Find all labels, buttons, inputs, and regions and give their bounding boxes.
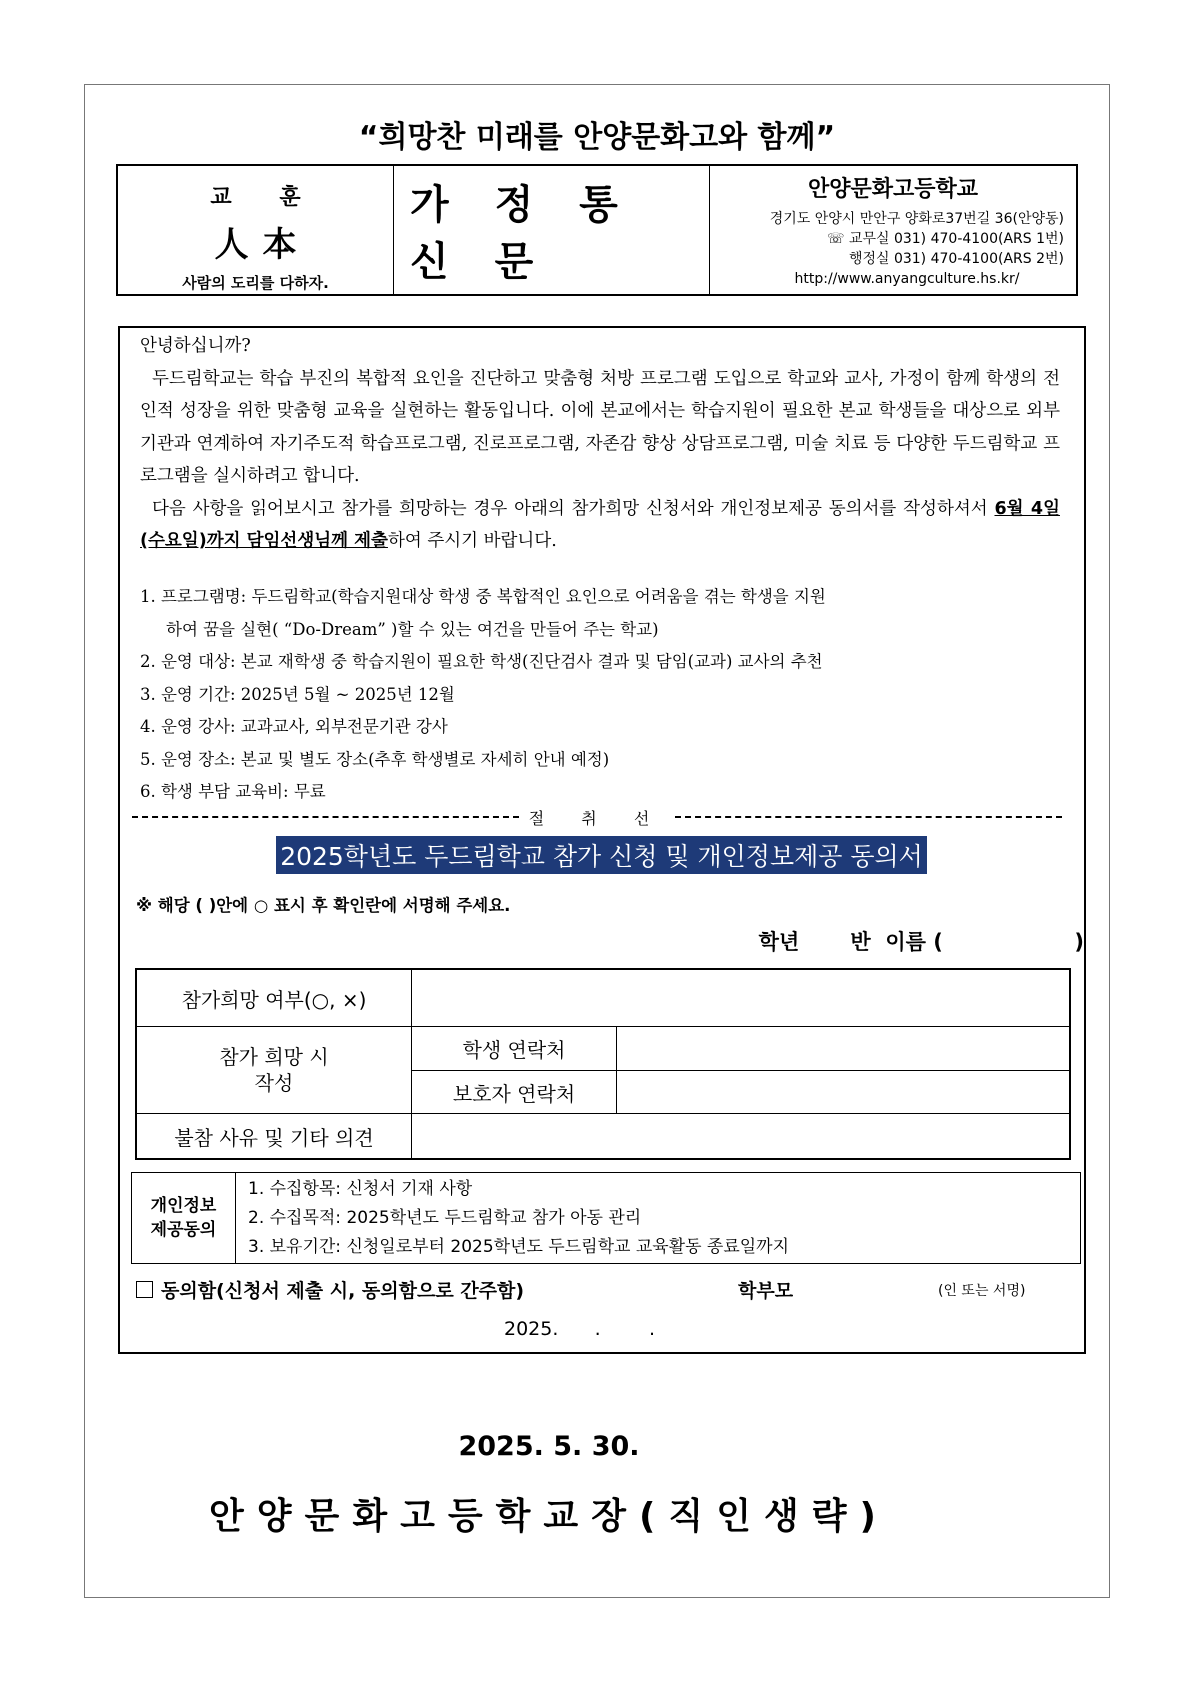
- opinion-field[interactable]: [412, 1114, 1070, 1159]
- student-info-line[interactable]: 학년 반 이름 ( ): [758, 930, 1084, 954]
- list-item: 6. 학생 부담 교육비: 무료: [140, 782, 326, 801]
- program-details-list: [140, 581, 1060, 809]
- list-item: 5. 운영 장소: 본교 및 별도 장소(추후 학생별로 자세히 안내 예정): [140, 749, 610, 769]
- privacy-items: [236, 1173, 1080, 1263]
- consent-checkbox[interactable]: [136, 1281, 153, 1298]
- document-title: 가 정 통 신 문: [410, 182, 634, 285]
- letter-header: [116, 164, 1078, 296]
- contact-label: [137, 1027, 412, 1114]
- greeting: 안녕하십니까?: [140, 336, 251, 356]
- contact-label-text: 참가 희망 시 작성: [219, 1045, 329, 1096]
- consent-date[interactable]: 2025. . .: [504, 1318, 656, 1340]
- school-creed-cell: [118, 166, 394, 294]
- school-address: 경기도 안양시 만안구 양화로37번길 36(안양동): [769, 211, 1064, 227]
- student-contact-label: 학생 연락처: [412, 1027, 617, 1071]
- form-title: 2025학년도 두드림학교 참가 신청 및 개인정보제공 동의서: [276, 836, 927, 874]
- consent-row: [136, 1276, 1076, 1306]
- signature-hint: (인 또는 서명): [938, 1283, 1026, 1299]
- main-content-box: [118, 326, 1086, 1354]
- privacy-item: 3. 보유기간: 신청일로부터 2025학년도 두드림학교 교육활동 종료일까지: [248, 1237, 790, 1257]
- privacy-label-line1: 개인정보: [150, 1196, 217, 1216]
- list-item: 3. 운영 기간: 2025년 5월 ~ 2025년 12월: [140, 684, 455, 704]
- list-item: 1. 프로그램명: 두드림학교(학습지원대상 학생 중 복합적인 요인으로 어려움을 겪는 학생을 지원: [140, 587, 826, 606]
- school-url[interactable]: http://www.anyangculture.hs.kr/: [794, 271, 1020, 287]
- creed-main: 人本: [214, 225, 311, 265]
- list-item: 2. 운영 대상: 본교 재학생 중 학습지원이 필요한 학생(진단검사 결과 및 담임(교과) 교사의 추천: [140, 652, 823, 671]
- creed-label: 교 훈: [210, 185, 321, 210]
- phone-office: ☏ 교무실 031) 470-4100(ARS 1번): [826, 231, 1064, 247]
- guardian-contact-label: 보호자 연락처: [412, 1070, 617, 1114]
- privacy-label: [132, 1173, 236, 1263]
- school-info-cell: [710, 166, 1076, 294]
- consent-text: 동의함(신청서 제출 시, 동의함으로 간주함): [161, 1280, 525, 1302]
- privacy-consent-box: [131, 1172, 1081, 1264]
- list-item: 4. 운영 강사: 교과교사, 외부전문기관 강사: [140, 717, 448, 736]
- title-cell: [394, 166, 710, 294]
- privacy-label-line2: 제공동의: [150, 1220, 217, 1240]
- parent-label: 학부모: [738, 1280, 794, 1302]
- intro-paragraph-1: 두드림학교는 학습 부진의 복합적 요인을 진단하고 맞춤형 처방 프로그램 도입으로 학교와 교사, 가정이 함께 학생의 전인적 성장을 위한 맞춤형 교육을 실현하는 활동입니다. 이에 본교에서는 학습지원이 필요한 본교 학생들을 대상으로 외부기관과 연계하여 자기주도적 학습프로그램, 진로프로그램, 자존감 향상 상담프로그램, 미술 치료 등 다양한 두드림학교 프로그램을 실시하려고 합니다.: [140, 368, 1060, 486]
- para2-before: 다음 사항을 읽어보시고 참가를 희망하는 경우 아래의 참가희망 신청서와 개인정보제공 동의서를 작성하셔서: [152, 498, 995, 519]
- privacy-item: 2. 수집목적: 2025학년도 두드림학교 참가 아동 관리: [248, 1208, 642, 1228]
- principal-signature: 안양문화고등학교장(직인생략): [209, 1496, 889, 1537]
- form-instruction: ※ 해당 ( )안에 ○ 표시 후 확인란에 서명해 주세요.: [136, 896, 511, 915]
- creed-subtitle: 사람의 도리를 다하자.: [182, 274, 329, 292]
- guardian-contact-field[interactable]: [617, 1070, 1070, 1114]
- participation-field[interactable]: [412, 970, 1070, 1027]
- issue-date: 2025. 5. 30.: [458, 1431, 640, 1462]
- privacy-item: 1. 수집항목: 신청서 기재 사항: [248, 1179, 473, 1199]
- para2-after: 하여 주시기 바랍니다.: [387, 531, 557, 551]
- cut-line-dash-right: [675, 816, 1062, 818]
- cut-line-label: 절 취 선: [528, 808, 666, 828]
- phone-admin: 행정실 031) 470-4100(ARS 2번): [848, 251, 1064, 267]
- participation-label: 참가희망 여부(○, ×): [137, 970, 412, 1027]
- application-table: [135, 968, 1071, 1160]
- cut-line-dash-left: [132, 816, 519, 818]
- list-item: 하여 꿈을 실현( “Do-Dream” )할 수 있는 여건을 만들어 주는 학교): [166, 619, 659, 639]
- school-name: 안양문화고등학교: [807, 177, 979, 202]
- consent-checkbox-row[interactable]: [136, 1276, 524, 1303]
- school-motto: “희망찬 미래를 안양문화고와 함께”: [358, 120, 836, 155]
- opinion-label: 불참 사유 및 기타 의견: [137, 1114, 412, 1159]
- intro-text: [140, 330, 1060, 558]
- form-title-wrap: [120, 836, 1083, 874]
- intro-paragraph-2: [140, 493, 1060, 558]
- cut-line: [132, 805, 1062, 829]
- student-contact-field[interactable]: [617, 1027, 1070, 1071]
- submission-deadline: 6월 4일(수요일)까지 담임선생님께 제출: [140, 498, 1060, 551]
